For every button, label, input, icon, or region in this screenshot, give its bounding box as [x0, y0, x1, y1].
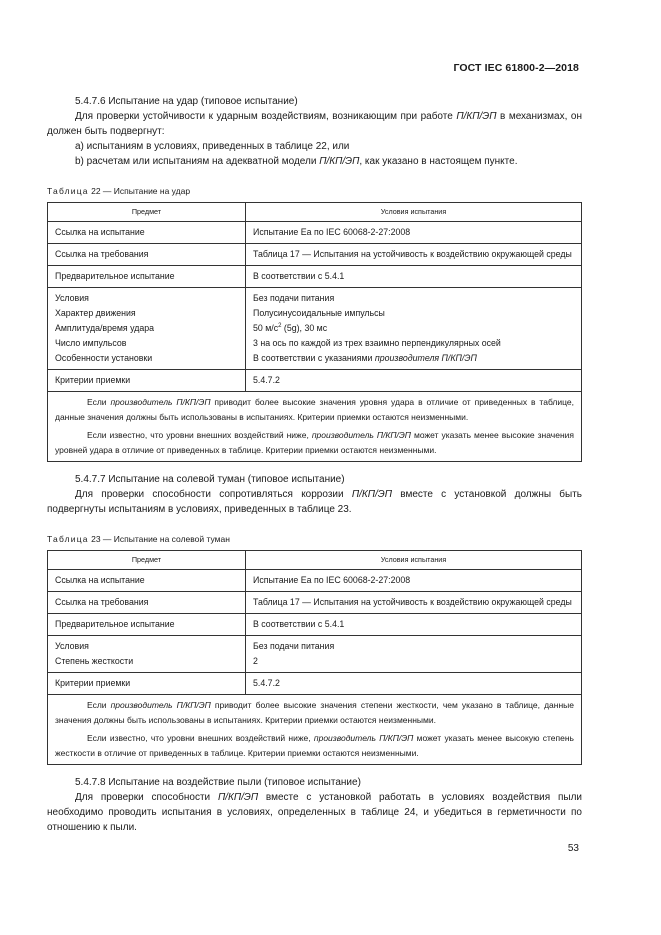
- column-header-conditions: Условия испытания: [246, 203, 582, 222]
- section-intro-5-4-7-6: Для проверки устойчивости к ударным воздействиям, возникающим при работе П/КП/ЭП в механизмах, он должен быть подвергнут:: [47, 111, 582, 137]
- table-23-caption: Таблица 23 — Испытание на солевой туман: [47, 534, 230, 544]
- cell-line: Число импульсов: [55, 338, 127, 348]
- section-intro-5-4-7-7: Для проверки способности сопротивляться коррозии П/КП/ЭП вместе с установкой должны быть подвергнуты испытаниям в условиях, приведенных в таблице 23.: [47, 489, 582, 515]
- section-heading-5-4-7-6: 5.4.7.6 Испытание на удар (типовое испытание): [75, 96, 298, 107]
- table-cell: В соответствии с 5.4.1: [246, 614, 582, 636]
- table-note: [48, 392, 582, 462]
- table-cell: Ссылка на испытание: [48, 222, 246, 244]
- table-cell: [48, 636, 246, 673]
- table-row: [48, 244, 582, 266]
- cell-line: Условия: [55, 641, 89, 651]
- document-id-header: ГОСТ IEC 61800-2—2018: [453, 62, 579, 74]
- column-header-subject: Предмет: [48, 551, 246, 570]
- page-number: 53: [567, 843, 579, 854]
- table-row: [48, 266, 582, 288]
- cell-line: Без подачи питания: [253, 641, 335, 651]
- table-row: [48, 570, 582, 592]
- table-row: [48, 288, 582, 370]
- cell-line: 2: [253, 656, 258, 666]
- table-row: [48, 636, 582, 673]
- column-header-conditions: Условия испытания: [246, 551, 582, 570]
- table-22: [47, 202, 582, 462]
- table-cell: Предварительное испытание: [48, 614, 246, 636]
- table-22-caption: Таблица 22 — Испытание на удар: [47, 186, 191, 196]
- section-heading-5-4-7-7: 5.4.7.7 Испытание на солевой туман (типовое испытание): [75, 474, 345, 485]
- table-cell: Критерии приемки: [48, 673, 246, 695]
- list-item-b: b) расчетам или испытаниям на адекватной модели П/КП/ЭП, как указано в настоящем пункте.: [75, 156, 518, 167]
- cell-line: 50 $м/с^2$ (5g), 30 мс: [253, 323, 328, 333]
- section-intro-5-4-7-8: Для проверки способности П/КП/ЭП вместе с установкой работать в условиях воздействия пыли необходимо проводить испытания в условиях, определенных в таблице 24, и убедиться в герметичности по отношению к пыли.: [47, 792, 582, 833]
- cell-line: В соответствии с указаниями производителя П/КП/ЭП: [253, 353, 477, 363]
- table-cell: Таблица 17 — Испытания на устойчивость к воздействию окружающей среды: [246, 244, 582, 266]
- table-cell: 5.4.7.2: [246, 370, 582, 392]
- table-row: [48, 592, 582, 614]
- table-note: [48, 695, 582, 765]
- table-header-row: [48, 551, 582, 570]
- table-row: [48, 673, 582, 695]
- cell-line: Полусинусоидальные импульсы: [253, 308, 385, 318]
- cell-line: Степень жесткости: [55, 656, 134, 666]
- cell-line: 3 на ось по каждой из трех взаимно перпендикулярных осей: [253, 338, 501, 348]
- cell-line: Характер движения: [55, 308, 136, 318]
- cell-line: Условия: [55, 293, 89, 303]
- note-paragraph: Если производитель П/КП/ЭП приводит более высокие значения степени жесткости, чем указано в таблице, данные значения должны быть использованы в испытаниях. Критерии приемки остаются неизменными.: [55, 700, 574, 725]
- table-row: [48, 614, 582, 636]
- table-cell: Испытание Ea по IEC 60068-2-27:2008: [246, 570, 582, 592]
- table-header-row: [48, 203, 582, 222]
- table-note-row: [48, 392, 582, 462]
- cell-line: Без подачи питания: [253, 293, 335, 303]
- table-row: [48, 370, 582, 392]
- cell-line: Амплитуда/время удара: [55, 323, 155, 333]
- table-note-row: [48, 695, 582, 765]
- table-row: [48, 222, 582, 244]
- page-content: [47, 94, 582, 835]
- cell-line: Особенности установки: [55, 353, 153, 363]
- table-cell: [246, 636, 582, 673]
- table-cell: Ссылка на требования: [48, 592, 246, 614]
- column-header-subject: Предмет: [48, 203, 246, 222]
- note-paragraph: Если известно, что уровни внешних воздействий ниже, производитель П/КП/ЭП может указать менее высокие значения уровней удара в отличие от приведенных в таблице. Критерии приемки остаются неизменными.: [55, 430, 574, 455]
- table-cell: [48, 288, 246, 370]
- note-paragraph: Если известно, что уровни внешних воздействий ниже, производитель П/КП/ЭП может указать менее высокую степень жесткости в отличие от приведенных в таблице. Критерии приемки остаются неизменными.: [55, 733, 574, 758]
- table-cell: Таблица 17 — Испытания на устойчивость к воздействию окружающей среды: [246, 592, 582, 614]
- section-heading-5-4-7-8: 5.4.7.8 Испытание на воздействие пыли (типовое испытание): [75, 777, 361, 788]
- table-cell: [246, 288, 582, 370]
- table-cell: Предварительное испытание: [48, 266, 246, 288]
- table-cell: Испытание Ea по IEC 60068-2-27:2008: [246, 222, 582, 244]
- table-cell: Ссылка на требования: [48, 244, 246, 266]
- note-paragraph: Если производитель П/КП/ЭП приводит более высокие значения уровня удара в отличие от приведенных в таблице, данные значения должны быть использованы в испытаниях. Критерии приемки остаются неизменными.: [55, 397, 574, 422]
- table-23: [47, 550, 582, 765]
- table-cell: 5.4.7.2: [246, 673, 582, 695]
- list-item-a: а) испытаниям в условиях, приведенных в таблице 22, или: [75, 141, 350, 152]
- table-cell: Ссылка на испытание: [48, 570, 246, 592]
- table-cell: Критерии приемки: [48, 370, 246, 392]
- table-cell: В соответствии с 5.4.1: [246, 266, 582, 288]
